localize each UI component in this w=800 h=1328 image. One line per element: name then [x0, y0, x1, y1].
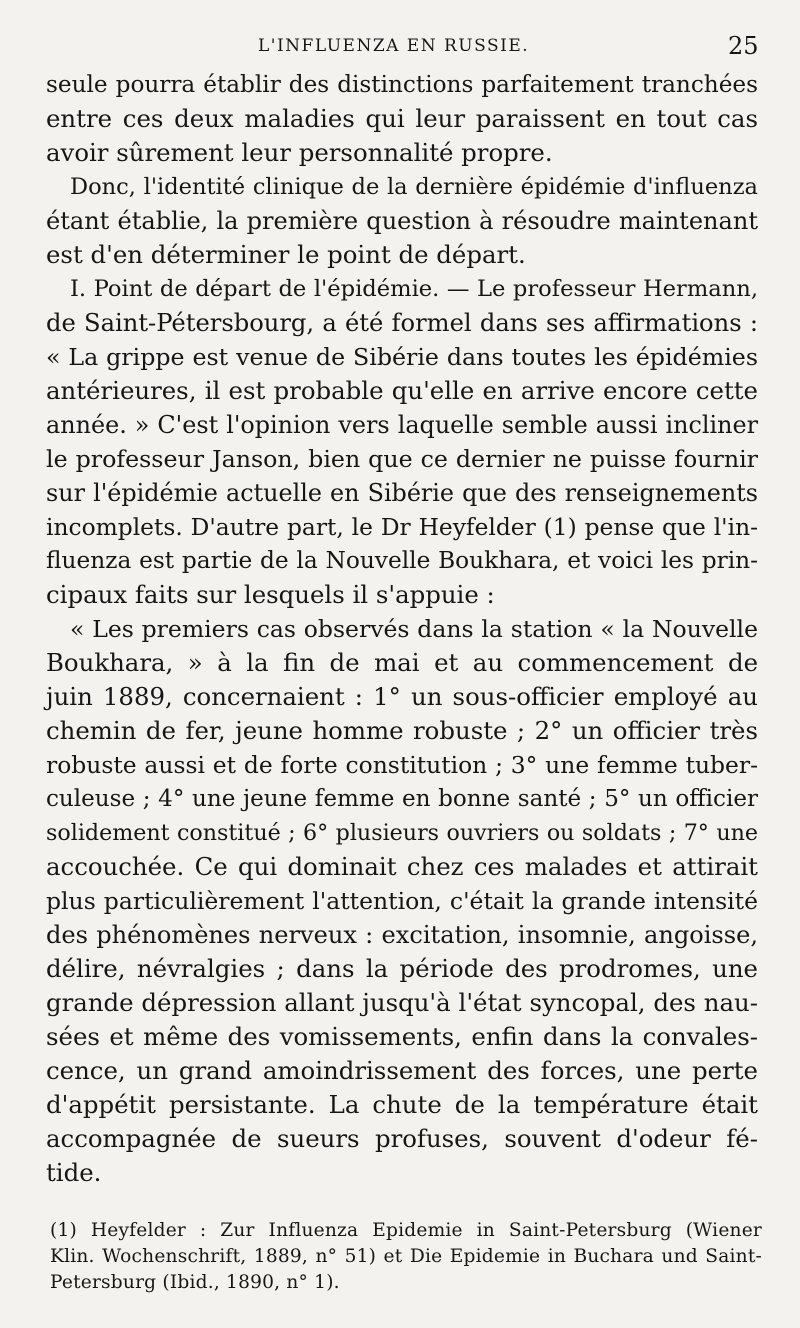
text-line: accompagnée de sueurs profuses, souvent d'odeur fé-: [46, 1124, 758, 1153]
footnote-line: Klin. Wochenschrift, 1889, n° 51) et Die Epidemie in Buchara und Saint-: [50, 1246, 762, 1267]
text-line: année. » C'est l'opinion vers laquelle semble aussi incliner: [46, 411, 758, 439]
text-line: entre ces deux maladies qui leur paraissent en tout cas: [46, 104, 758, 133]
text-line: I. Point de départ de l'épidémie. — Le professeur Hermann,: [70, 276, 758, 302]
footnote-line: (1) Heyfelder : Zur Influenza Epidemie in Saint-Petersburg (Wiener: [50, 1220, 762, 1241]
body-text: [46, 68, 758, 1190]
text-line: étant établie, la première question à résoudre maintenant: [46, 207, 758, 235]
text-line: tide.: [46, 1158, 102, 1187]
text-line: sur l'épidémie actuelle en Sibérie que des renseignements: [46, 479, 758, 507]
text-line: antérieures, il est probable qu'elle en arrive encore cette: [46, 376, 758, 405]
text-line: des phénomènes nerveux : excitation, insomnie, angoisse,: [46, 921, 758, 949]
text-line: plus particulièrement l'attention, c'était la grande intensité: [46, 887, 758, 915]
text-line: sées et même des vomissements, enfin dans la convales-: [46, 1022, 758, 1051]
footnote: [50, 1218, 762, 1296]
text-line: chemin de fer, jeune homme robuste ; 2° un officier très: [46, 716, 758, 745]
text-line: seule pourra établir des distinctions parfaitement tranchées: [46, 71, 758, 98]
paragraph: [46, 170, 758, 272]
footnote-line: Petersburg (Ibid., 1890, n° 1).: [50, 1272, 340, 1293]
text-line: d'appétit persistante. La chute de la température était: [46, 1090, 758, 1119]
text-line: est d'en déterminer le point de départ.: [46, 240, 526, 269]
text-line: cipaux faits sur lesquels il s'appuie :: [46, 580, 495, 609]
text-line: de Saint-Pétersbourg, a été formel dans ses affirmations :: [46, 309, 758, 337]
text-line: incomplets. D'autre part, le Dr Heyfelder (1) pense que l'in-: [46, 513, 758, 541]
running-title: L'INFLUENZA EN RUSSIE.: [258, 36, 530, 56]
text-line: délire, névralgies ; dans la période des prodromes, une: [46, 954, 758, 983]
paragraph: [46, 272, 758, 612]
text-line: accouchée. Ce qui dominait chez ces malades et attirait: [46, 852, 758, 881]
page-number: 25: [728, 32, 759, 60]
text-line: Boukhara, » à la fin de mai et au commencement de: [46, 648, 758, 677]
page-header: [0, 30, 800, 66]
text-line: Donc, l'identité clinique de la dernière épidémie d'influenza: [70, 174, 758, 200]
text-line: fluenza est partie de la Nouvelle Boukhara, et voici les prin-: [46, 547, 758, 574]
text-line: cence, un grand amoindrissement des forces, une perte: [46, 1056, 758, 1085]
text-line: juin 1889, concernaient : 1° un sous-officier employé au: [46, 682, 758, 711]
paragraph: [46, 612, 758, 1190]
text-line: le professeur Janson, bien que ce dernier ne puisse fournir: [46, 445, 758, 473]
paragraph: [46, 68, 758, 170]
text-line: culeuse ; 4° une jeune femme en bonne santé ; 5° un officier: [46, 786, 758, 812]
text-line: solidement constitué ; 6° plusieurs ouvriers ou soldats ; 7° une: [46, 820, 758, 846]
text-line: avoir sûrement leur personnalité propre.: [46, 138, 553, 167]
text-line: « Les premiers cas observés dans la station « la Nouvelle: [70, 615, 758, 643]
text-line: grande dépression allant jusqu'à l'état syncopal, des nau-: [46, 988, 758, 1017]
text-line: « La grippe est venue de Sibérie dans toutes les épidémies: [46, 343, 758, 371]
text-line: robuste aussi et de forte constitution ; 3° une femme tuber-: [46, 751, 758, 779]
